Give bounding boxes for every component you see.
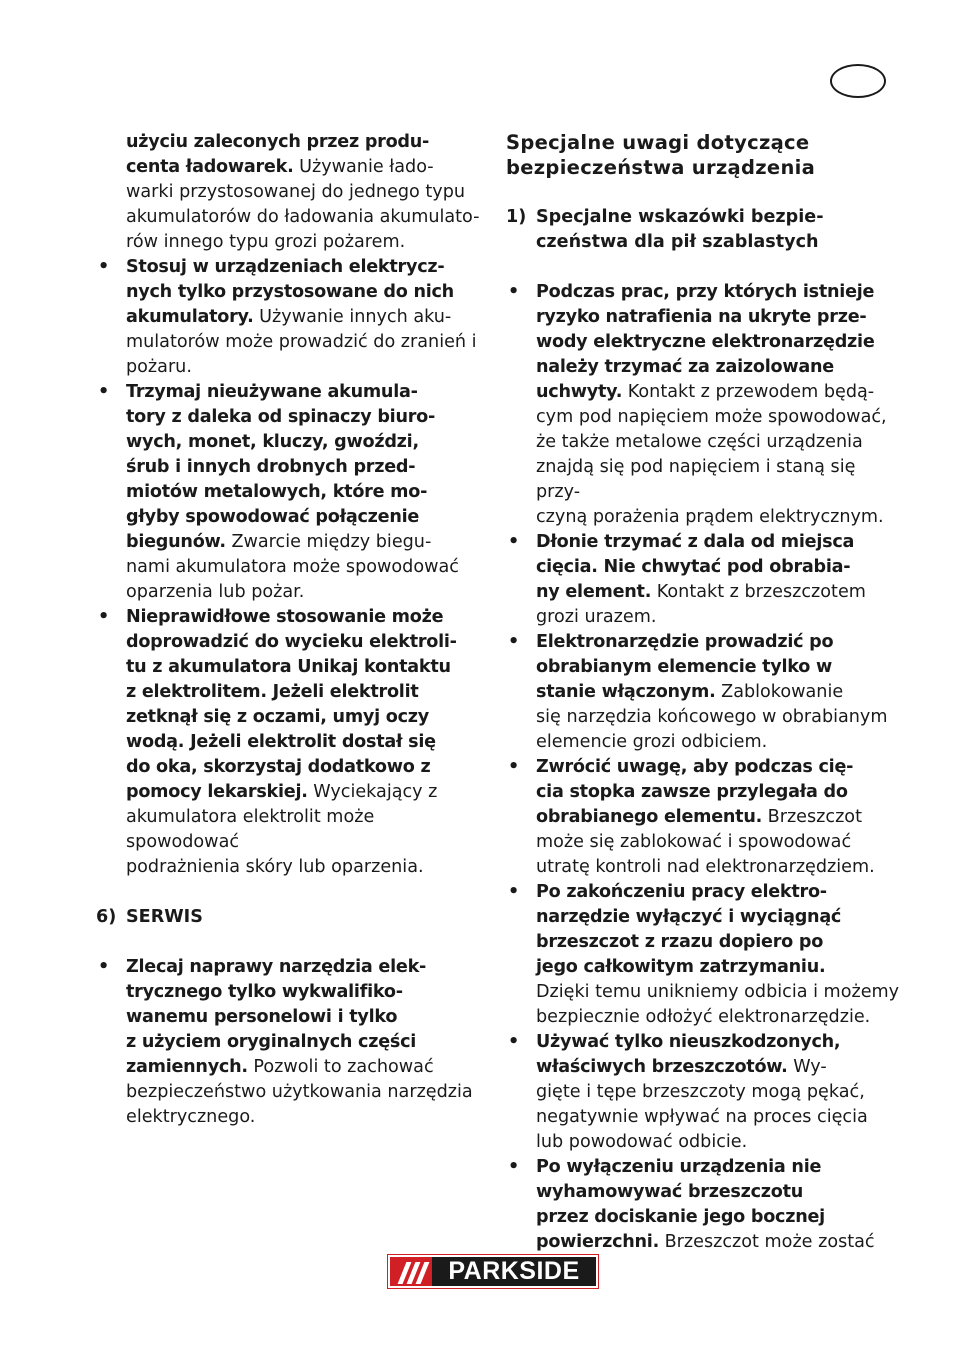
- bold-text: narzędzie wyłączyć i wyciągnąć: [536, 907, 842, 927]
- bullet-item: [506, 1155, 902, 1255]
- body-text: akumulatorów do ładowania akumulato-: [126, 207, 480, 227]
- body-text: Kontakt z przewodem będą-: [622, 382, 875, 402]
- section-title: Specjalne wskazówki bezpie-: [536, 207, 824, 227]
- bold-text: Nieprawidłowe stosowanie może: [126, 607, 444, 627]
- bold-text: zetknął się z oczami, umyj oczy: [126, 707, 430, 727]
- bold-text: Dłonie trzymać z dala od miejsca: [536, 532, 855, 552]
- bullet-icon: •: [508, 1032, 520, 1052]
- bullet-icon: •: [508, 1157, 520, 1177]
- bullet-icon: •: [508, 532, 520, 552]
- bold-text: śrub i innych drobnych przed-: [126, 457, 416, 477]
- bold-text: powierzchni.: [536, 1232, 660, 1252]
- body-text: gięte i tępe brzeszczoty mogą pękać,: [536, 1082, 865, 1102]
- bold-text: tory z daleka od spinaczy biuro-: [126, 407, 436, 427]
- bold-text: brzeszczot z rzazu dopiero po: [536, 932, 824, 952]
- bullet-icon: •: [508, 882, 520, 902]
- bold-text: trycznego tylko wykwalifiko-: [126, 982, 403, 1002]
- body-text: Brzeszczot może zostać: [659, 1232, 875, 1252]
- body-text: Pozwoli to zachować: [247, 1057, 434, 1077]
- body-text: negatywnie wpływać na proces cięcia: [536, 1107, 868, 1127]
- body-text: pożaru.: [126, 357, 192, 377]
- left-column: [96, 130, 486, 1130]
- bold-text: wanemu personelowi i tylko: [126, 1007, 398, 1027]
- body-text: Kontakt z brzeszczotem: [651, 582, 866, 602]
- body-text: warki przystosowanej do jednego typu: [126, 182, 466, 202]
- spacer: [96, 930, 486, 955]
- bullet-item: [96, 605, 486, 880]
- bullet-item: [506, 880, 902, 1030]
- bold-text: tu z akumulatora Unikaj kontaktu: [126, 657, 451, 677]
- bold-text: jego całkowitym zatrzymaniu.: [536, 957, 826, 977]
- bold-text: zamiennych.: [126, 1057, 248, 1077]
- body-text: może się zablokować i spowodować: [536, 832, 852, 852]
- bullet-item: [506, 1030, 902, 1155]
- bold-text: Zwrócić uwagę, aby podczas cię-: [536, 757, 854, 777]
- body-text: się narzędzia końcowego w obrabianym: [536, 707, 888, 727]
- bullet-icon: •: [508, 757, 520, 777]
- bold-text: Używać tylko nieuszkodzonych,: [536, 1032, 841, 1052]
- bold-text: obrabianym elemencie tylko w: [536, 657, 832, 677]
- bold-text: wodą. Jeżeli elektrolit dostał się: [126, 732, 436, 752]
- bold-text: miotów metalowych, które mo-: [126, 482, 428, 502]
- spacer: [506, 255, 902, 280]
- bullet-icon: •: [98, 607, 110, 627]
- bullet-item: [506, 530, 902, 630]
- title-line: Specjalne uwagi dotyczące: [506, 131, 810, 154]
- bold-text: Stosuj w urządzeniach elektrycz-: [126, 257, 445, 277]
- body-text: grozi urazem.: [536, 607, 657, 627]
- section-title: SERWIS: [126, 907, 203, 927]
- bold-text: doprowadzić do wycieku elektroli-: [126, 632, 457, 652]
- bold-text: wych, monet, kluczy, gwoździ,: [126, 432, 419, 452]
- bold-text: do oka, skorzystaj dodatkowo z: [126, 757, 431, 777]
- bold-text: z elektrolitem. Jeżeli elektrolit: [126, 682, 419, 702]
- bold-text: nych tylko przystosowane do nich: [126, 282, 454, 302]
- spacer: [96, 880, 486, 905]
- body-text: nami akumulatora może spowodować: [126, 557, 459, 577]
- body-text: elektrycznego.: [126, 1107, 256, 1127]
- body-text: Używanie innych aku-: [253, 307, 452, 327]
- bold-text: Po wyłączeniu urządzenia nie: [536, 1157, 822, 1177]
- body-text: podrażnienia skóry lub oparzenia.: [126, 857, 424, 877]
- body-text: czyną porażenia prądem elektrycznym.: [536, 507, 884, 527]
- bold-text: przez dociskanie jego bocznej: [536, 1207, 825, 1227]
- body-text: że także metalowe części urządzenia: [536, 432, 863, 452]
- bold-text: akumulatory.: [126, 307, 254, 327]
- bullet-icon: •: [508, 282, 520, 302]
- bold-text: ryzyko natrafienia na ukryte prze-: [536, 307, 867, 327]
- bold-text: stanie włączonym.: [536, 682, 716, 702]
- body-text: elemencie grozi odbiciem.: [536, 732, 768, 752]
- bold-text: cia stopka zawsze przylegała do: [536, 782, 848, 802]
- logo-slashes-icon: [390, 1257, 432, 1286]
- right-column: [506, 130, 902, 1255]
- body-text: Wy-: [787, 1057, 827, 1077]
- language-badge: [830, 64, 886, 98]
- bold-text: Podczas prac, przy których istnieje: [536, 282, 875, 302]
- body-text: mulatorów może prowadzić do zranień i: [126, 332, 477, 352]
- body-text: znajdą się pod napięciem i staną się przy-: [536, 457, 856, 502]
- body-text: bezpieczeństwo użytkowania narzędzia: [126, 1082, 473, 1102]
- bold-text: właściwych brzeszczotów.: [536, 1057, 788, 1077]
- body-text: bezpiecznie odłożyć elektronarzędzie.: [536, 1007, 871, 1027]
- title-line: bezpieczeństwa urządzenia: [506, 156, 816, 179]
- bold-text: Trzymaj nieużywane akumula-: [126, 382, 418, 402]
- body-text: Używanie łado-: [293, 157, 434, 177]
- bold-text: obrabianego elementu.: [536, 807, 763, 827]
- bullet-item: [506, 280, 902, 530]
- body-text: Zwarcie między biegu-: [225, 532, 432, 552]
- bold-text: biegunów.: [126, 532, 226, 552]
- parkside-logo: [388, 1255, 598, 1288]
- bold-text: wyhamowywać brzeszczotu: [536, 1182, 804, 1202]
- bold-text: wody elektryczne elektronarzędzie: [536, 332, 875, 352]
- bullet-icon: •: [98, 382, 110, 402]
- section-title: czeństwa dla pił szablastych: [536, 232, 819, 252]
- bullet-item: [96, 380, 486, 605]
- bold-text: Po zakończeniu pracy elektro-: [536, 882, 827, 902]
- body-text: cym pod napięciem może spowodować,: [536, 407, 887, 427]
- body-text: Wyciekający z: [307, 782, 438, 802]
- bold-text: ny element.: [536, 582, 652, 602]
- bold-text: głyby spowodować połączenie: [126, 507, 420, 527]
- body-text: rów innego typu grozi pożarem.: [126, 232, 406, 252]
- bullet-icon: •: [508, 632, 520, 652]
- body-text: Dzięki temu unikniemy odbicia i możemy: [536, 982, 900, 1002]
- bold-text: cięcia. Nie chwytać pod obrabia-: [536, 557, 851, 577]
- bullet-item: [96, 955, 486, 1130]
- bullet-icon: •: [98, 957, 110, 977]
- subsection-heading: [506, 205, 902, 255]
- section-number: 6): [96, 907, 117, 927]
- body-text: oparzenia lub pożar.: [126, 582, 305, 602]
- bold-text: należy trzymać za zaizolowane: [536, 357, 834, 377]
- bullet-item: [96, 255, 486, 380]
- bullet-item: [506, 630, 902, 755]
- section-heading-serwis: [96, 905, 486, 930]
- spacer: [506, 180, 902, 205]
- section-number: 1): [506, 207, 527, 227]
- bold-text: Zlecaj naprawy narzędzia elek-: [126, 957, 427, 977]
- bold-text: uchwyty.: [536, 382, 623, 402]
- bold-text: użyciu zaleconych przez produ-: [126, 132, 430, 152]
- paragraph: [96, 130, 486, 255]
- body-text: lub powodować odbicie.: [536, 1132, 748, 1152]
- body-text: utratę kontroli nad elektronarzędziem.: [536, 857, 875, 877]
- bullet-item: [506, 755, 902, 880]
- bold-text: z użyciem oryginalnych części: [126, 1032, 417, 1052]
- body-text: Zablokowanie: [715, 682, 844, 702]
- body-text: akumulatora elektrolit może spowodować: [126, 807, 375, 852]
- bold-text: Elektronarzędzie prowadzić po: [536, 632, 834, 652]
- brand-name: PARKSIDE: [432, 1257, 596, 1286]
- bold-text: pomocy lekarskiej.: [126, 782, 308, 802]
- page-section-title: [506, 130, 902, 180]
- bold-text: centa ładowarek.: [126, 157, 294, 177]
- bullet-icon: •: [98, 257, 110, 277]
- body-text: Brzeszczot: [762, 807, 862, 827]
